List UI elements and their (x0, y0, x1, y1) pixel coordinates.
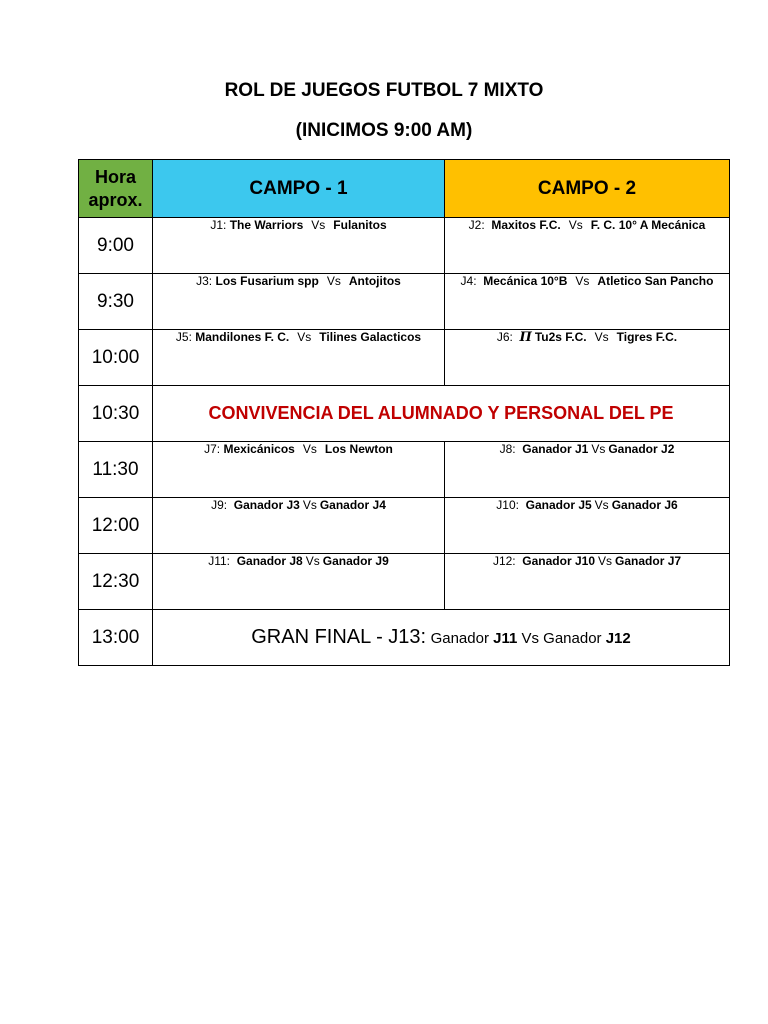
match-cell-campo2 (445, 274, 730, 330)
team-b: Ganador J4 (319, 498, 386, 512)
time-cell: 13:00 (79, 610, 153, 666)
team-b: Ganador J6 (611, 498, 678, 512)
time-cell: 9:30 (79, 274, 153, 330)
match-cell-campo2 (445, 330, 730, 386)
team-b: Tilines Galacticos (319, 330, 422, 344)
match-cell-campo2 (445, 218, 730, 274)
match-cell-campo1 (153, 218, 445, 274)
match-id: J8: (499, 442, 516, 456)
vs-label: Vs (297, 330, 312, 344)
team-a: The Warriors (229, 218, 304, 232)
winner-label: Ganador (430, 630, 489, 647)
team-a: Los Fusarium spp (215, 274, 319, 288)
table-row (79, 554, 730, 610)
vs-label: Vs (302, 442, 317, 456)
vs-label: Vs (575, 274, 590, 288)
table-row (79, 498, 730, 554)
final-label: GRAN FINAL - J13: (251, 626, 427, 648)
time-cell: 12:00 (79, 498, 153, 554)
final-team-a: J11 (493, 630, 518, 647)
winner-label: Ganador (543, 630, 602, 647)
time-cell: 12:30 (79, 554, 153, 610)
team-b: Fulanitos (333, 218, 387, 232)
vs-label: Vs (305, 554, 320, 568)
team-b: Ganador J2 (608, 442, 675, 456)
vs-label: Vs (594, 330, 609, 344)
campo2-header: CAMPO - 2 (445, 160, 730, 218)
team-a: Ganador J1 (522, 442, 589, 456)
convivencia-cell: CONVIVENCIA DEL ALUMNADO Y PERSONAL DEL PE (153, 386, 730, 442)
team-a: Mandilones F. C. (195, 330, 290, 344)
time-cell: 9:00 (79, 218, 153, 274)
match-id: J6: (496, 330, 513, 344)
hora-header (79, 160, 153, 218)
match-cell-campo2 (445, 498, 730, 554)
team-b: Antojitos (348, 274, 401, 288)
match-cell-campo2 (445, 442, 730, 498)
match-id: J3: (196, 274, 213, 288)
match-id: J2: (468, 218, 485, 232)
match-id: J10: (496, 498, 519, 512)
team-b: Ganador J7 (615, 554, 682, 568)
vs-label: Vs (598, 554, 613, 568)
table-row (79, 218, 730, 274)
pi-symbol: Π (519, 330, 532, 345)
match-cell-campo1 (153, 554, 445, 610)
vs-label: Vs (521, 630, 539, 647)
team-a: Ganador J3 (233, 498, 300, 512)
schedule-table (78, 159, 730, 666)
final-cell (153, 610, 730, 666)
team-a: Tu2s F.C. (534, 330, 587, 344)
team-a: Mecánica 10°B (483, 274, 568, 288)
match-id: J4: (460, 274, 477, 288)
match-cell-campo1 (153, 274, 445, 330)
match-cell-campo1 (153, 330, 445, 386)
team-b: Los Newton (324, 442, 393, 456)
team-b: Atletico San Pancho (597, 274, 714, 288)
final-team-b: J12 (605, 630, 631, 647)
time-cell: 11:30 (79, 442, 153, 498)
team-a: Ganador J10 (522, 554, 595, 568)
team-a: Maxitos F.C. (491, 218, 561, 232)
vs-label: Vs (302, 498, 317, 512)
table-row (79, 274, 730, 330)
match-id: J12: (492, 554, 516, 568)
hora-header-line1: Hora (94, 166, 136, 187)
table-row (79, 386, 730, 442)
match-id: J7: (204, 442, 221, 456)
campo1-header: CAMPO - 1 (153, 160, 445, 218)
team-a: Ganador J5 (525, 498, 592, 512)
match-id: J5: (175, 330, 192, 344)
hora-header-line2: aprox. (88, 189, 143, 210)
vs-label: Vs (594, 498, 609, 512)
match-id: J9: (211, 498, 228, 512)
team-a: Mexicánicos (223, 442, 295, 456)
match-cell-campo1 (153, 498, 445, 554)
vs-label: Vs (591, 442, 606, 456)
match-id: J1: (210, 218, 227, 232)
team-b: F. C. 10° A Mecánica (590, 218, 706, 232)
time-cell: 10:00 (79, 330, 153, 386)
vs-label: Vs (568, 218, 583, 232)
header-row (79, 160, 730, 218)
team-b: Tigres F.C. (616, 330, 678, 344)
vs-label: Vs (326, 274, 341, 288)
team-b: Ganador J9 (322, 554, 389, 568)
table-row (79, 610, 730, 666)
team-a: Ganador J8 (236, 554, 303, 568)
table-row (79, 442, 730, 498)
match-id: J11: (208, 554, 231, 568)
match-cell-campo2 (445, 554, 730, 610)
match-cell-campo1 (153, 442, 445, 498)
time-cell: 10:30 (79, 386, 153, 442)
table-row (79, 330, 730, 386)
page-title: ROL DE JUEGOS FUTBOL 7 MIXTO (224, 80, 544, 101)
page-subtitle: (INICIMOS 9:00 AM) (295, 120, 473, 141)
vs-label: Vs (311, 218, 326, 232)
